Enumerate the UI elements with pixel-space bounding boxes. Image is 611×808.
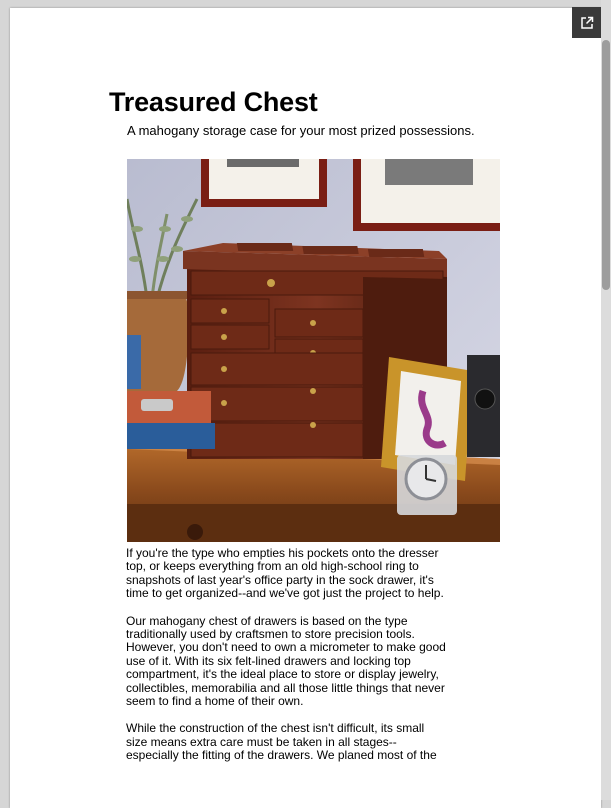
document-page bbox=[10, 8, 601, 808]
paragraph-1: If you're the type who empties his pockets onto the dresser top, or keeps everything from an old high-school ring to snapshots of last year's office party in the sock drawer, it's time to get organized--and we've got just the project to help. bbox=[126, 546, 444, 601]
paragraph-2: Our mahogany chest of drawers is based on the type traditionally used by craftsmen to store precision tools. However, you don't need to own a micrometer to make good use of it. With its six felt-lined drawers and locking top compartment, it's the ideal place to store or display jewelry, collectibles, memorabilia and all those little things that never seem to find a home of their own. bbox=[126, 613, 446, 709]
vertical-scrollbar[interactable] bbox=[601, 0, 611, 800]
page-subtitle: A mahogany storage case for your most prized possessions. bbox=[127, 123, 475, 138]
external-link-icon[interactable] bbox=[572, 7, 601, 38]
scrollbar-thumb[interactable] bbox=[602, 40, 610, 290]
mahogany-chest-photo bbox=[127, 159, 500, 542]
paragraph-3: While the construction of the chest isn't difficult, its small size means extra care must be taken in all stages--especially the fitting of the drawers. We planed most of the bbox=[126, 721, 437, 763]
article-body bbox=[126, 547, 446, 777]
page-title: Treasured Chest bbox=[109, 87, 318, 117]
